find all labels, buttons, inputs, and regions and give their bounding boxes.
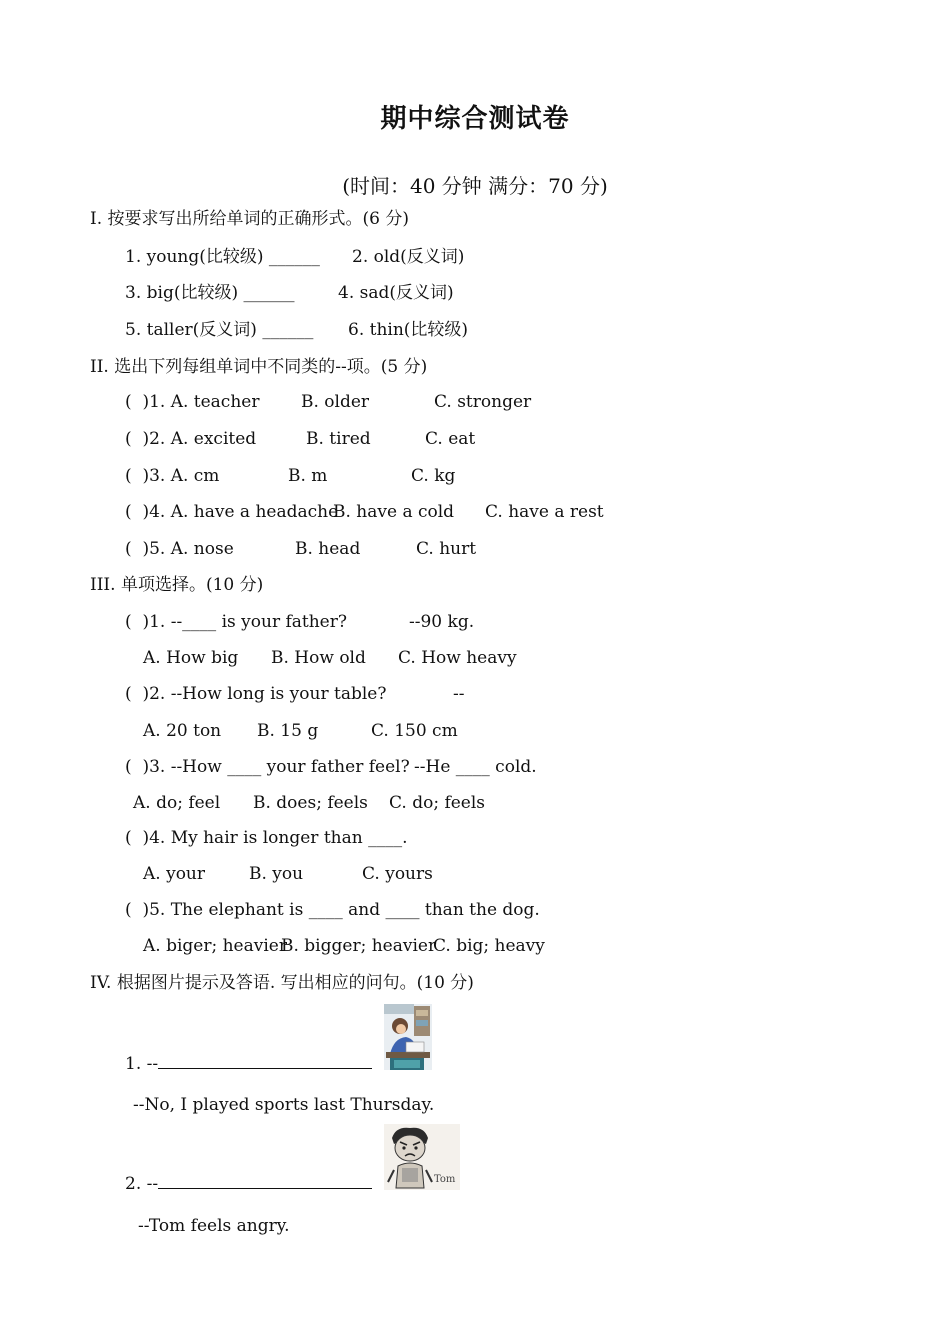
s2-q3-c: C. kg xyxy=(411,466,456,486)
s3-q3-opt-b: B. does; feels xyxy=(253,793,368,813)
s3-q2-opt-c: C. 150 cm xyxy=(371,721,458,741)
s2-q4-b: B. have a cold xyxy=(333,502,455,522)
section-4-heading: IV. 根据图片提示及答语. 写出相应的问句。(10 分) xyxy=(90,973,474,993)
s3-q2-answer: -- xyxy=(453,684,465,704)
s3-q1-opt-a: A. How big xyxy=(143,648,239,668)
angry-boy-tom-picture xyxy=(384,1124,460,1190)
s3-q5-opt-b: B. bigger; heavier xyxy=(281,936,437,956)
s1-item-3: 3. big(比较级) ______ xyxy=(125,283,295,303)
s1-item-4: 4. sad(反义词) xyxy=(338,283,454,303)
exam-info: (时间：40 分钟 满分：70 分) xyxy=(342,174,608,198)
s2-q5-b: B. head xyxy=(295,539,361,559)
s3-q1-answer: --90 kg. xyxy=(409,612,475,632)
s3-q3-opt-a: A. do; feel xyxy=(133,793,221,813)
page-title: 期中综合测试卷 xyxy=(380,104,570,134)
s2-q1-c: C. stronger xyxy=(434,392,532,412)
s1-item-6: 6. thin(比较级) xyxy=(348,320,469,340)
section-3-heading: III. 单项选择。(10 分) xyxy=(90,575,264,595)
s2-q4-a: ( )4. A. have a headache xyxy=(125,502,339,522)
s3-q1-stem: ( )1. --____ is your father? xyxy=(125,612,347,632)
s4-q2-answer-blank[interactable] xyxy=(158,1172,372,1189)
s1-item-1: 1. young(比较级) ______ xyxy=(125,247,320,267)
s3-q5-opt-c: C. big; heavy xyxy=(433,936,545,956)
s2-q1-b: B. older xyxy=(301,392,370,412)
s2-q3-a: ( )3. A. cm xyxy=(125,466,220,486)
s3-q2-stem: ( )2. --How long is your table? xyxy=(125,684,387,704)
s4-q1-prompt-text: 1. -- xyxy=(125,1054,159,1074)
s2-q2-a: ( )2. A. excited xyxy=(125,429,257,449)
s2-q5-a: ( )5. A. nose xyxy=(125,539,234,559)
s3-q2-opt-a: A. 20 ton xyxy=(143,721,222,741)
s3-q3-stem: ( )3. --How ____ your father feel? xyxy=(125,757,410,777)
s3-q4-opt-c: C. yours xyxy=(362,864,433,884)
s3-q5-opt-a: A. biger; heavier xyxy=(143,936,287,956)
s4-q1-reply: --No, I played sports last Thursday. xyxy=(133,1095,435,1115)
s3-q4-stem: ( )4. My hair is longer than ____. xyxy=(125,828,408,848)
s1-item-2: 2. old(反义词) xyxy=(352,247,465,267)
section-1-heading: I. 按要求写出所给单词的正确形式。(6 分) xyxy=(90,209,410,229)
s2-q2-c: C. eat xyxy=(425,429,476,449)
s2-q5-c: C. hurt xyxy=(416,539,477,559)
s4-q2-prompt-text: 2. -- xyxy=(125,1174,159,1194)
s3-q1-opt-b: B. How old xyxy=(271,648,366,668)
s3-q1-opt-c: C. How heavy xyxy=(398,648,517,668)
s1-item-5: 5. taller(反义词) ______ xyxy=(125,320,314,340)
s3-q2-opt-b: B. 15 g xyxy=(257,721,319,741)
s4-q1-answer-blank[interactable] xyxy=(158,1052,372,1069)
s4-q2-prompt xyxy=(125,1172,372,1195)
tom-picture-label: Tom xyxy=(434,1174,456,1185)
s3-q4-opt-a: A. your xyxy=(143,864,205,884)
s3-q4-opt-b: B. you xyxy=(249,864,304,884)
boy-at-desk-picture xyxy=(384,1004,432,1070)
s4-q2-reply: --Tom feels angry. xyxy=(138,1216,290,1236)
s3-q3-opt-c: C. do; feels xyxy=(389,793,486,813)
s4-q1-prompt xyxy=(125,1052,372,1075)
section-2-heading: II. 选出下列每组单词中不同类的--项。(5 分) xyxy=(90,357,428,377)
s2-q2-b: B. tired xyxy=(306,429,371,449)
s3-q3-answer: --He ____ cold. xyxy=(414,757,537,777)
s2-q1-a: ( )1. A. teacher xyxy=(125,392,260,412)
s2-q4-c: C. have a rest xyxy=(485,502,604,522)
s3-q5-stem: ( )5. The elephant is ____ and ____ than the dog. xyxy=(125,900,540,920)
s2-q3-b: B. m xyxy=(288,466,328,486)
